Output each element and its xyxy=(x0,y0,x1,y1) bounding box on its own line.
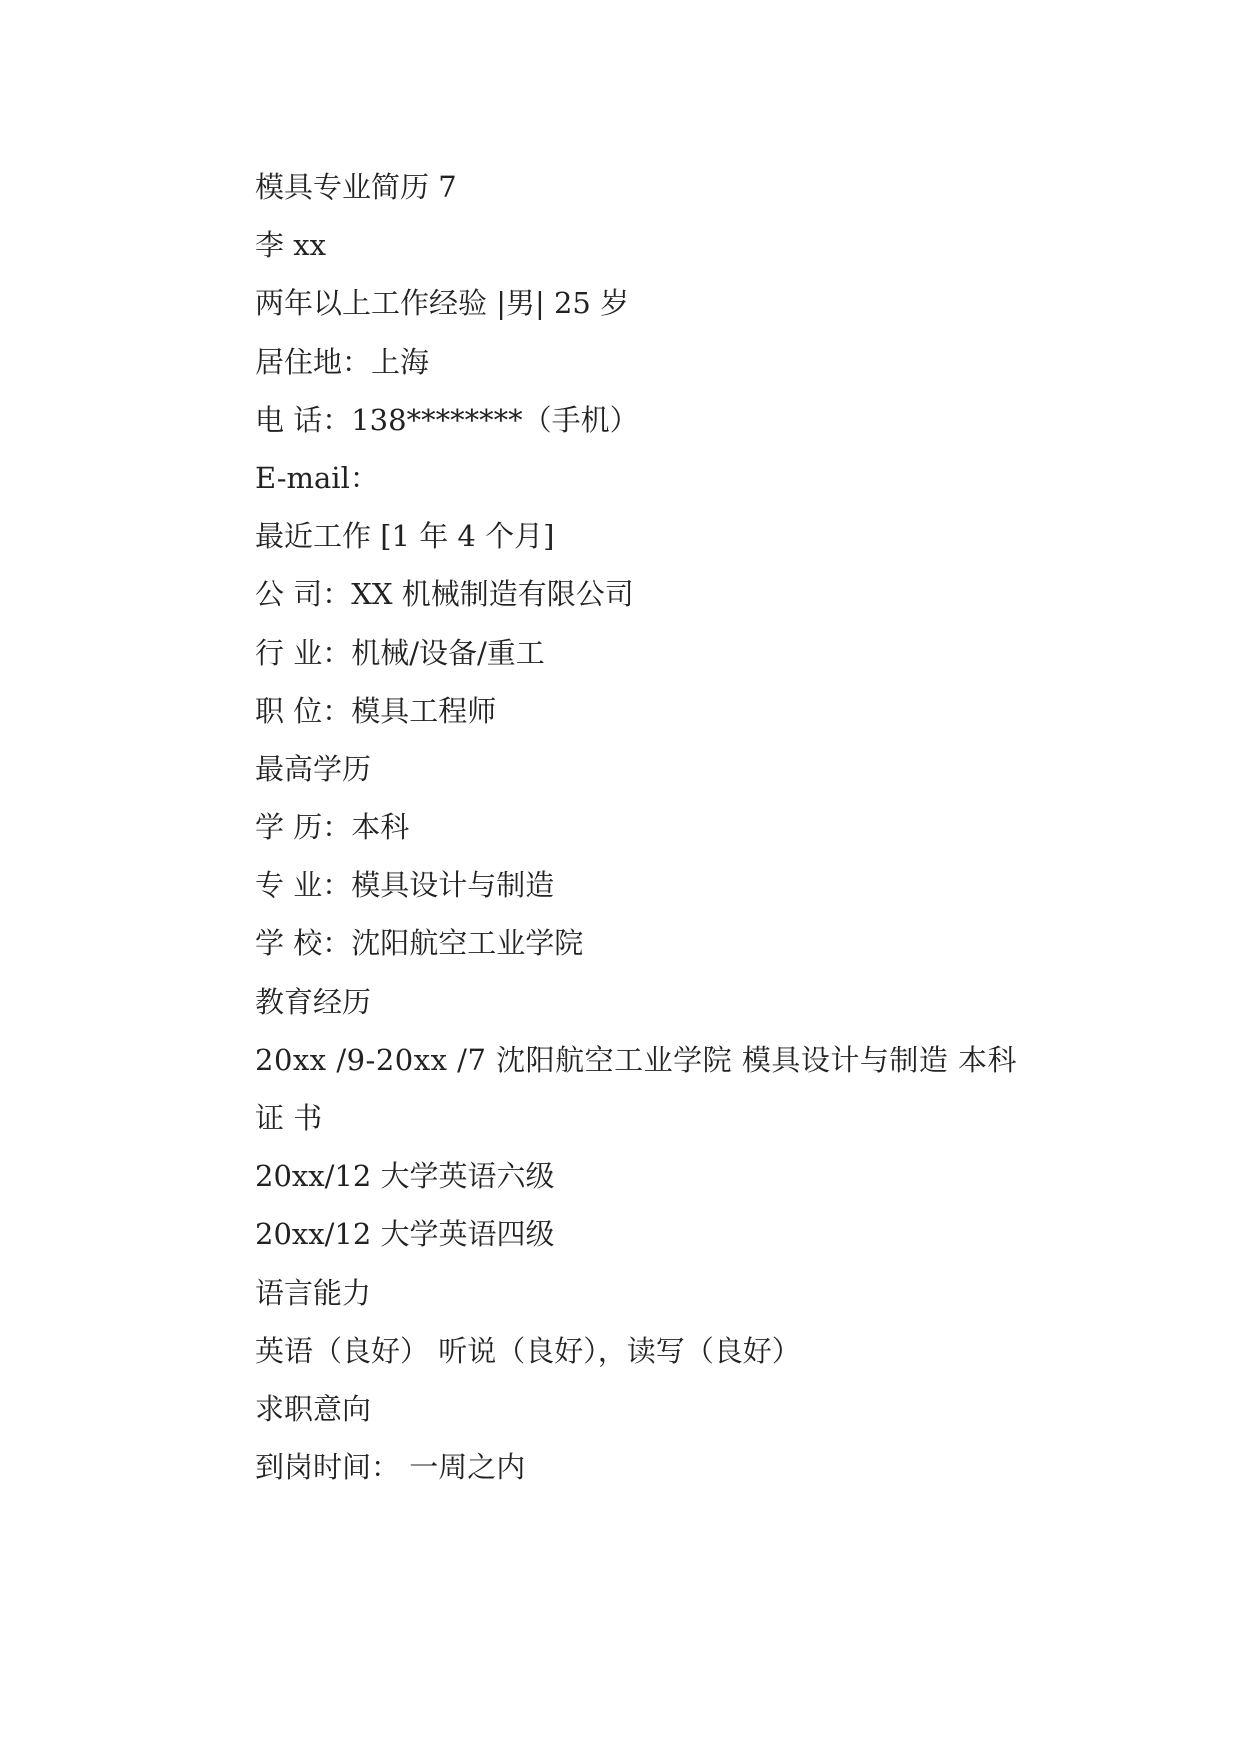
candidate-name: 李 xx xyxy=(255,228,326,263)
certificate-cet6: 20xx/12 大学英语六级 xyxy=(255,1159,555,1194)
residence: 居住地：上海 xyxy=(255,344,430,379)
resume-title: 模具专业简历 7 xyxy=(255,170,457,204)
industry: 行 业：机械/设备/重工 xyxy=(255,635,545,670)
email: E-mail： xyxy=(255,460,379,495)
education-entry: 20xx /9-20xx /7 沈阳航空工业学院 模具设计与制造 本科 xyxy=(255,1042,1018,1077)
education-history-heading: 教育经历 xyxy=(255,984,372,1019)
availability: 到岗时间： 一周之内 xyxy=(255,1450,526,1485)
position: 职 位：模具工程师 xyxy=(255,693,497,728)
certificates-heading: 证 书 xyxy=(255,1101,323,1136)
company: 公 司：XX 机械制造有限公司 xyxy=(255,577,634,612)
language-skill-english: 英语（良好） 听说（良好），读写（良好） xyxy=(255,1333,801,1368)
degree: 学 历：本科 xyxy=(255,810,410,845)
recent-work-heading: 最近工作 [1 年 4 个月] xyxy=(255,519,555,554)
school: 学 校：沈阳航空工业学院 xyxy=(255,926,584,961)
major: 专 业：模具设计与制造 xyxy=(255,868,555,903)
candidate-summary: 两年以上工作经验 |男| 25 岁 xyxy=(255,286,630,321)
resume-body xyxy=(190,158,1070,1496)
highest-education-heading: 最高学历 xyxy=(255,751,372,786)
language-skills-heading: 语言能力 xyxy=(255,1275,372,1310)
certificate-cet4: 20xx/12 大学英语四级 xyxy=(255,1217,555,1252)
phone: 电 话：138********（手机） xyxy=(255,402,639,437)
job-intention-heading: 求职意向 xyxy=(255,1391,372,1426)
